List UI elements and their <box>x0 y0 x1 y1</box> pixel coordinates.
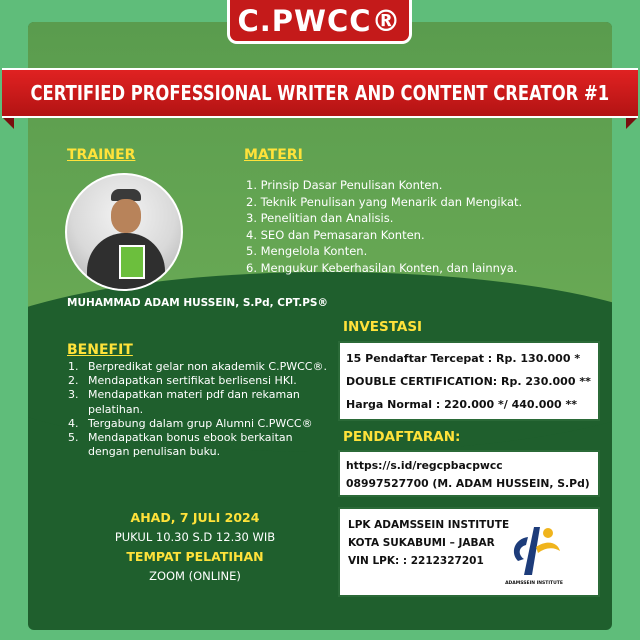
benefit-text: Berpredikat gelar non akademik C.PWCC®. <box>88 360 327 373</box>
institute-logo-text: ADAMSSEIN INSTITUTE <box>505 581 563 586</box>
event-date: AHAD, 7 JULI 2024 <box>130 510 260 525</box>
title-ribbon <box>2 68 638 118</box>
institute-vin: VIN LPK: : 2212327201 <box>348 555 484 567</box>
benefit-num: 5. <box>68 431 79 445</box>
trainer-name: MUHAMMAD ADAM HUSSEIN, S.Pd, CPT.PS® <box>67 297 328 309</box>
institute-city: KOTA SUKABUMI – JABAR <box>348 537 495 549</box>
trainer-heading: TRAINER <box>67 147 136 163</box>
materi-item: 1. Prinsip Dasar Penulisan Konten. <box>246 178 443 192</box>
benefit-text: Tergabung dalam grup Alumni C.PWCC® <box>88 416 313 430</box>
benefit-item <box>68 431 328 459</box>
benefit-num: 2. <box>68 374 79 388</box>
institute-box <box>338 507 600 597</box>
banner-title: CERTIFIED PROFESSIONAL WRITER AND CONTENT CREATOR #1 <box>30 81 610 105</box>
registration-link[interactable]: https://s.id/regcpbacpwcc <box>346 459 503 472</box>
institute-logo-icon <box>504 517 564 581</box>
benefit-num: 3. <box>68 388 79 402</box>
materi-list <box>246 177 522 277</box>
event-time: PUKUL 10.30 S.D 12.30 WIB <box>114 530 276 544</box>
photo-book <box>119 245 145 279</box>
materi-item: 5. Mengelola Konten. <box>246 244 368 259</box>
venue-value: ZOOM (ONLINE) <box>149 569 241 583</box>
pendaftaran-heading: PENDAFTARAN: <box>343 429 461 445</box>
benefit-item <box>68 388 328 416</box>
materi-heading: MATERI <box>244 147 303 163</box>
photo-face <box>111 199 141 233</box>
venue-label: TEMPAT PELATIHAN <box>126 549 264 564</box>
price-row: 15 Pendaftar Tercepat : Rp. 130.000 * <box>346 352 581 365</box>
benefit-text: Mendapatkan sertifikat berlisensi HKI. <box>88 374 297 388</box>
trainer-photo <box>65 173 183 291</box>
institute-name: LPK ADAMSSEIN INSTITUTE <box>348 519 510 531</box>
benefit-item <box>68 360 328 374</box>
benefit-item <box>68 417 328 431</box>
brand-title: C.PWCC® <box>237 3 402 38</box>
benefit-num: 4. <box>68 416 79 430</box>
investasi-box <box>338 341 600 421</box>
price-row: Harga Normal : 220.000 */ 440.000 ** <box>346 398 578 411</box>
materi-item: 6. Mengukur Keberhasilan Konten, dan lainnya. <box>246 260 518 275</box>
price-row: DOUBLE CERTIFICATION: Rp. 230.000 ** <box>346 375 591 388</box>
investasi-heading: INVESTASI <box>343 319 423 335</box>
benefit-list <box>68 360 328 459</box>
pendaftaran-box <box>338 450 600 497</box>
materi-item: 4. SEO dan Pemasaran Konten. <box>246 227 425 242</box>
benefit-text: Mendapatkan bonus ebook berkaitan dengan penulisan buku. <box>88 431 293 459</box>
benefit-num: 1. <box>68 360 79 373</box>
benefit-heading: BENEFIT <box>67 342 133 358</box>
ribbon-fold-left <box>2 117 14 129</box>
materi-item: 3. Penelitian dan Analisis. <box>246 211 394 226</box>
ribbon-fold-right <box>626 117 638 129</box>
materi-item: 2. Teknik Penulisan yang Menarik dan Mengikat. <box>246 194 523 209</box>
registration-contact: 08997527700 (M. ADAM HUSSEIN, S.Pd) <box>346 477 590 490</box>
benefit-text: Mendapatkan materi pdf dan rekaman pelatihan. <box>88 388 300 416</box>
benefit-item <box>68 374 328 388</box>
brand-tab <box>227 0 412 44</box>
